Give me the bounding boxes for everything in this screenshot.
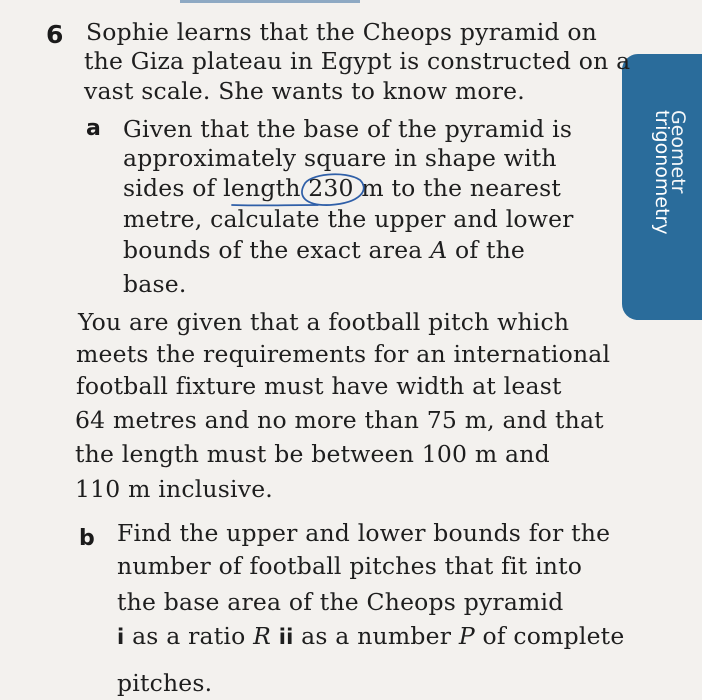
part-a-line-5 [123, 234, 525, 266]
part-a-line-5-text: bounds of the exact area [123, 236, 423, 264]
sub-part-ii-suffix: of complete [482, 622, 625, 650]
question-number: 6 [46, 20, 64, 49]
part-a-line-5-suffix: of the [455, 236, 526, 264]
part-a-line-3: sides of length 230 m to the nearest [123, 174, 562, 202]
top-edge-line [180, 0, 360, 3]
context-line-6: 110 m inclusive. [75, 475, 273, 503]
sub-part-i-text: as a ratio [132, 622, 246, 650]
side-tab-cut-text: Geometr [667, 110, 689, 194]
context-line-5: the length must be between 100 m and [75, 440, 550, 468]
chapter-side-tab-label [651, 110, 689, 370]
part-b-line-1: Find the upper and lower bounds for the [117, 519, 611, 547]
intro-line-1: Sophie learns that the Cheops pyramid on [86, 18, 598, 46]
area-symbol: A [430, 236, 448, 264]
sub-part-ii-label: ii [278, 625, 294, 649]
part-a-line-4: metre, calculate the upper and lower [123, 205, 574, 233]
context-line-1: You are given that a football pitch which [78, 308, 570, 336]
ratio-symbol: R [253, 622, 272, 650]
part-a-label: a [86, 116, 101, 141]
part-b-line-2: number of football pitches that fit into [117, 552, 583, 580]
sub-part-ii-text: as a number [301, 622, 452, 650]
context-line-3: football fixture must have width at least [76, 372, 562, 400]
intro-line-3: vast scale. She wants to know more. [84, 77, 525, 105]
number-symbol: P [458, 622, 475, 650]
part-b-line-4 [117, 620, 624, 653]
side-tab-text: trigonometry [651, 110, 673, 235]
part-b-line-3: the base area of the Cheops pyramid [117, 588, 564, 616]
context-line-2: meets the requirements for an international [76, 340, 611, 368]
part-a-line-6: base. [123, 270, 187, 298]
part-a-line-1: Given that the base of the pyramid is [123, 115, 573, 143]
part-a-line-2: approximately square in shape with [123, 144, 557, 172]
part-b-label: b [79, 526, 95, 551]
part-b-last-line: pitches. [117, 669, 213, 697]
sub-part-i-label: i [117, 625, 125, 649]
context-line-4: 64 metres and no more than 75 m, and that [75, 406, 604, 434]
intro-line-2: the Giza plateau in Egypt is constructed on a [84, 47, 631, 75]
